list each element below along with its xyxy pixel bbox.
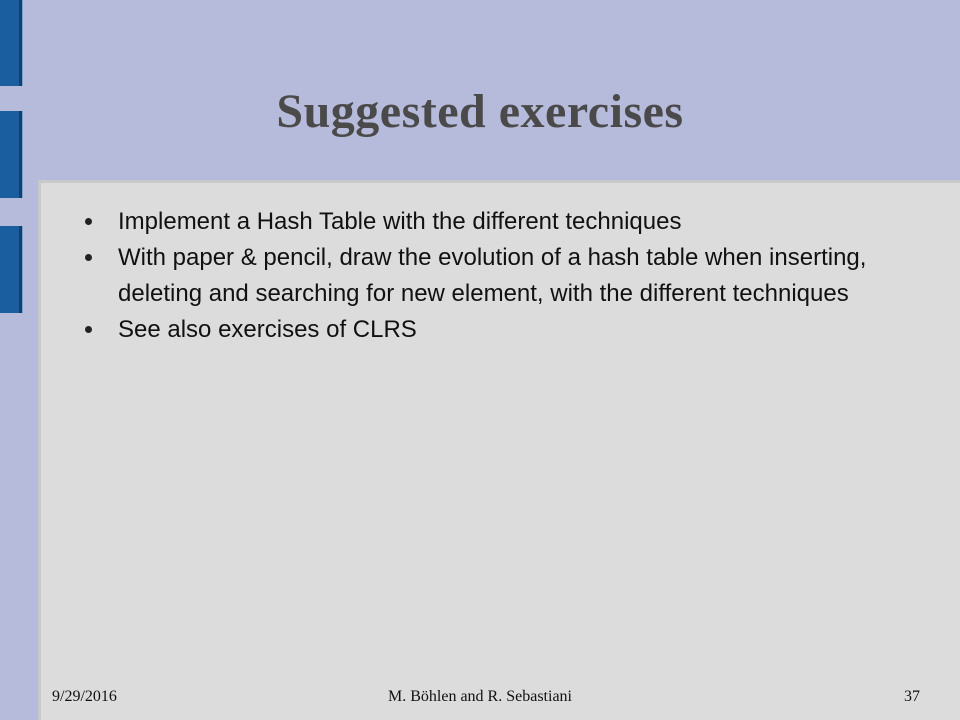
bullet-dot-icon: [85, 326, 92, 333]
bullet-item: [82, 240, 922, 312]
side-decoration-bar: [0, 0, 22, 86]
bullet-dot-icon: [85, 218, 92, 225]
side-decoration-bar: [0, 226, 22, 313]
bullet-text: With paper & pencil, draw the evolution of a hash table when inserting, deleting and searching for new element, with the different techniques: [118, 244, 867, 307]
bullet-dot-icon: [85, 254, 92, 261]
slide-title: Suggested exercises: [276, 85, 684, 138]
footer-date: 9/29/2016: [52, 688, 117, 705]
bullet-item: [82, 312, 922, 348]
page-number: 37: [904, 688, 920, 705]
bullet-text: Implement a Hash Table with the different techniques: [118, 208, 682, 235]
bullet-item: [82, 204, 922, 240]
bullet-text: See also exercises of CLRS: [118, 316, 417, 343]
footer-authors: M. Böhlen and R. Sebastiani: [388, 688, 572, 705]
bullet-list: [82, 204, 922, 348]
